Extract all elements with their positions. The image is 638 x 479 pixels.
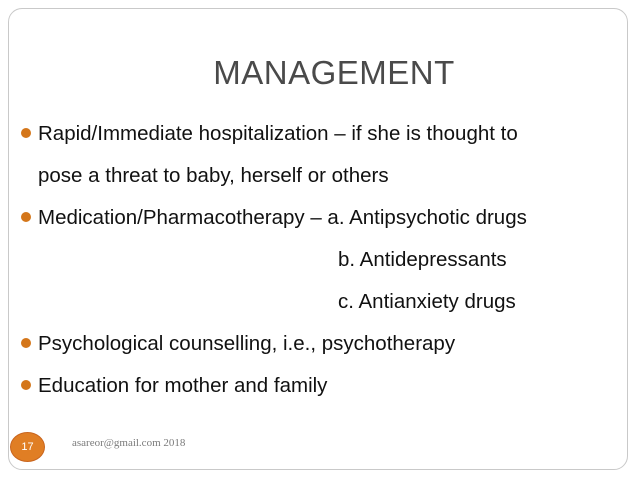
bullet-medication: [18, 197, 628, 239]
bullet-text-line: pose a threat to baby, herself or others: [38, 164, 389, 187]
bullet-text-line: b. Antidepressants: [338, 248, 507, 271]
bullet-text-line: c. Antianxiety drugs: [338, 290, 516, 313]
bullet-dot-icon: [21, 212, 31, 222]
bullet-hospitalization: [18, 113, 628, 155]
bullet-list: [18, 113, 628, 407]
slide-title: MANAGEMENT: [213, 54, 455, 91]
bullet-dot-icon: [21, 380, 31, 390]
bullet-text-line: Psychological counselling, i.e., psychotherapy: [38, 332, 456, 355]
bullet-education: [18, 365, 628, 407]
bullet-hospitalization-continuation: [18, 155, 628, 197]
bullet-dot-icon: [21, 128, 31, 138]
medication-subitem-c: [18, 281, 628, 323]
bullet-text-line: Medication/Pharmacotherapy – a. Antipsychotic drugs: [38, 206, 527, 229]
page-number-badge: 17: [10, 432, 45, 462]
footer-email: asareor@gmail.com 2018: [72, 437, 186, 449]
bullet-dot-icon: [21, 338, 31, 348]
bullet-text-line: Rapid/Immediate hospitalization – if she is thought to: [38, 122, 518, 145]
medication-subitem-b: [18, 239, 628, 281]
bullet-text-line: Education for mother and family: [38, 374, 328, 397]
bullet-counselling: [18, 323, 628, 365]
